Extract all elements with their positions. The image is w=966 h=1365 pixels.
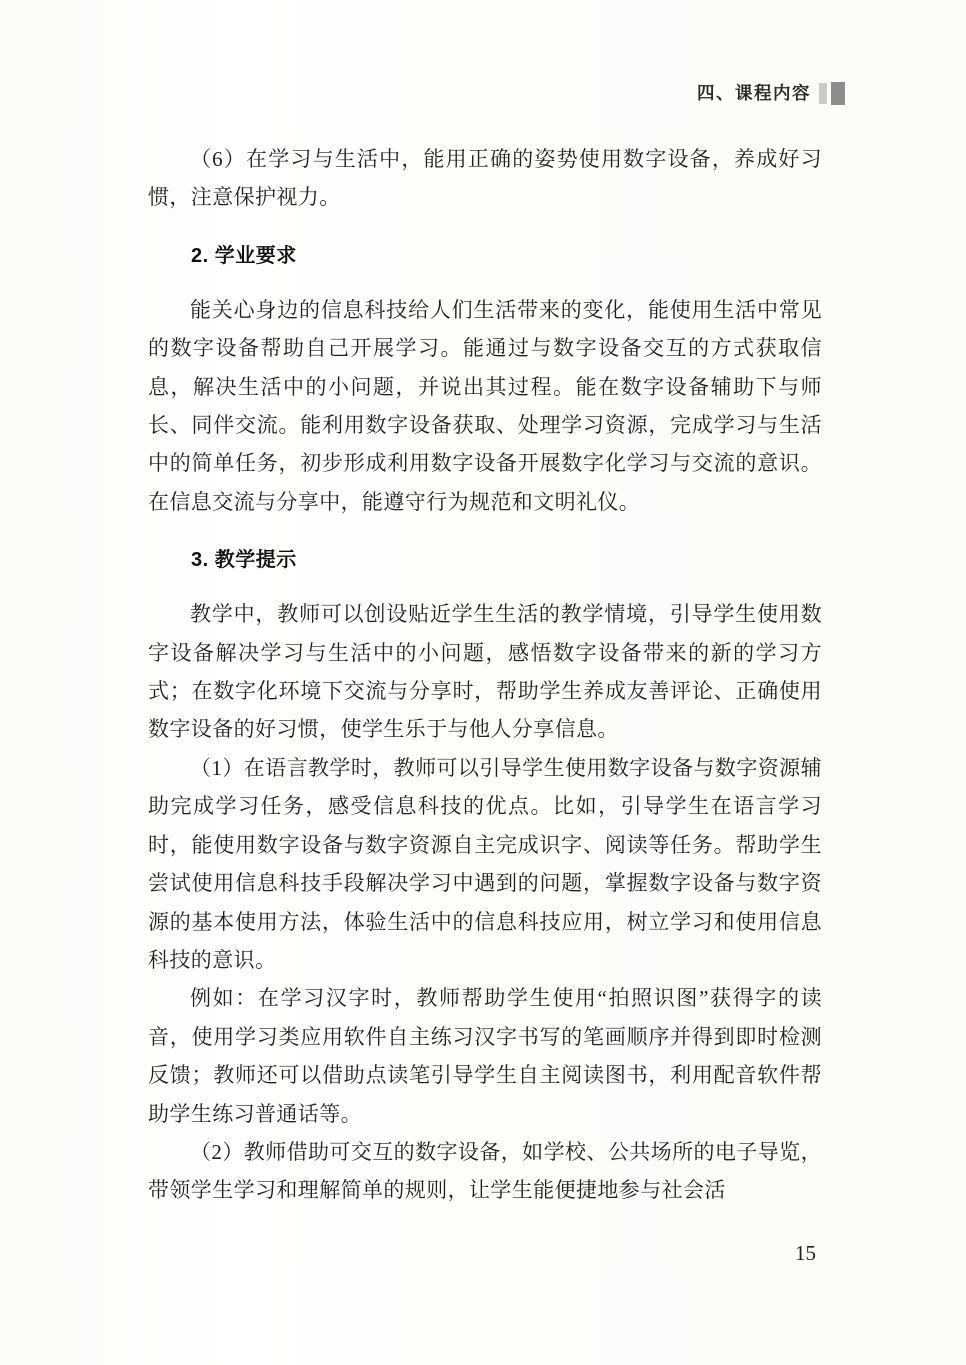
header-section-title: 四、课程内容 <box>697 83 811 103</box>
header-ornament-bar-light <box>819 83 827 104</box>
header-ornament <box>819 82 845 105</box>
running-header <box>697 82 845 105</box>
paragraph-tip-1-example: 例如：在学习汉字时，教师帮助学生使用“拍照识图”获得字的读音，使用学习类应用软件自主练习汉字书写的笔画顺序并得到即时检测反馈；教师还可以借助点读笔引导学生自主阅读图书，利用配音软件帮助学生练习普通话等。 <box>148 986 822 1126</box>
paragraph-academic-requirements: 能关心身边的信息科技给人们生活带来的变化，能使用生活中常见的数字设备帮助自己开展学习。能通过与数字设备交互的方式获取信息，解决生活中的小问题，并说出其过程。能在数字设备辅助下与师长、同伴交流。能利用数字设备获取、处理学习资源，完成学习与生活中的简单任务，初步形成利用数字设备开展数字化学习与交流的意识。在信息交流与分享中，能遵守行为规范和文明礼仪。 <box>148 297 822 514</box>
paragraph-teaching-intro: 教学中，教师可以创设贴近学生生活的教学情境，引导学生使用数字设备解决学习与生活中的小问题，感悟数字设备带来的新的学习方式；在数字化环境下交流与分享时，帮助学生养成友善评论、正确使用数字设备的好习惯，使学生乐于与他人分享信息。 <box>148 602 822 742</box>
paragraph-item-6: （6）在学习与生活中，能用正确的姿势使用数字设备，养成好习惯，注意保护视力。 <box>148 147 822 210</box>
paragraph-tip-1: （1）在语言教学时，教师可以引导学生使用数字设备与数字资源辅助完成学习任务，感受信息科技的优点。比如，引导学生在语言学习时，能使用数字设备与数字资源自主完成识字、阅读等任务。帮助学生尝试使用信息科技手段解决学习中遇到的问题，掌握数字设备与数字资源的基本使用方法，体验生活中的信息科技应用，树立学习和使用信息科技的意识。 <box>148 755 822 972</box>
header-ornament-bar-dark <box>831 82 845 105</box>
heading-teaching-tips: 3. 教学提示 <box>191 549 297 572</box>
paragraph-tip-2: （2）教师借助可交互的数字设备，如学校、公共场所的电子导览，带领学生学习和理解简单的规则，让学生能便捷地参与社会活 <box>148 1139 822 1203</box>
page-body <box>148 140 822 1210</box>
page-number: 15 <box>795 1241 816 1265</box>
heading-academic-requirements: 2. 学业要求 <box>191 244 297 267</box>
